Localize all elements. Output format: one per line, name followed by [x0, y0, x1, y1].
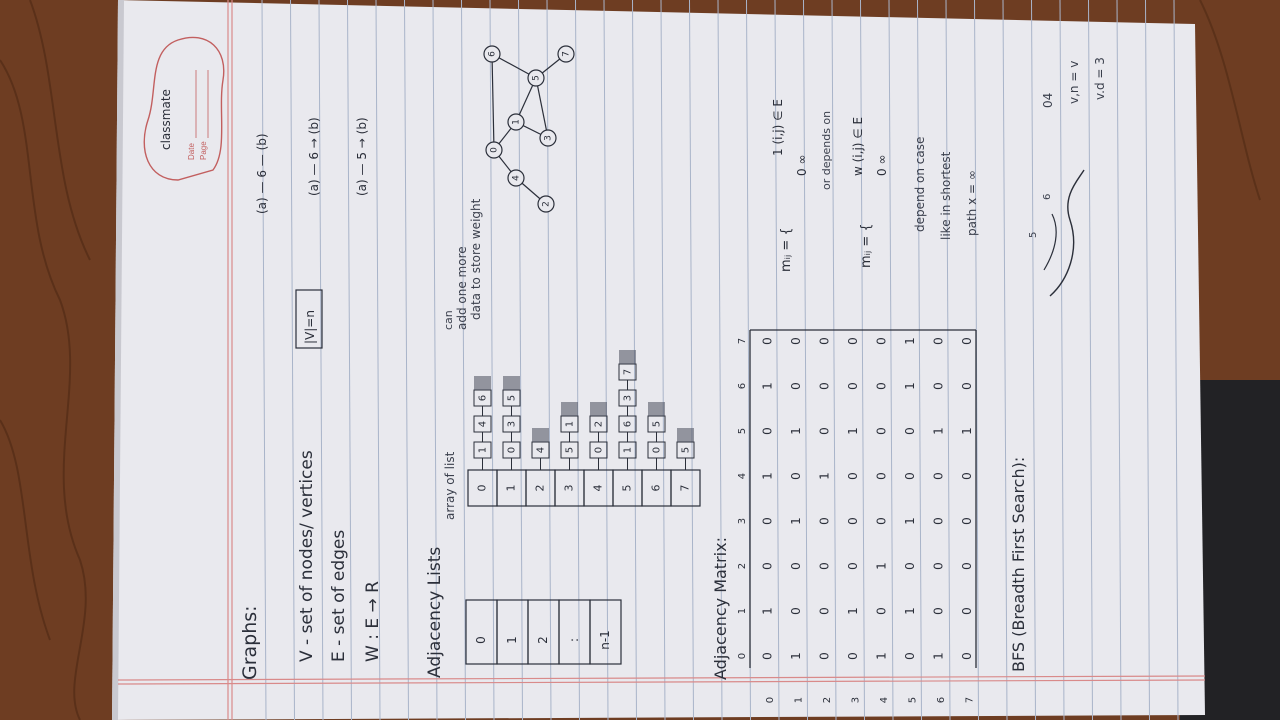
matrix-row-header: 0	[765, 696, 776, 704]
matrix-cell: 0	[789, 607, 803, 615]
matrix-cell: 1	[931, 652, 946, 660]
bfs-note-1: 04	[1041, 92, 1055, 108]
matrix-cell: 1	[760, 382, 775, 390]
graph-node-label: 5	[531, 75, 542, 81]
matrix-cell: 1	[903, 607, 917, 615]
formula-m2-top: w (i,j) ∈ E	[851, 116, 865, 176]
simple-array-label: :	[567, 637, 581, 643]
matrix-cell: 0	[789, 562, 803, 570]
matrix-cell: 1	[874, 562, 889, 570]
list-node-label: 5	[651, 420, 663, 428]
matrix-col-header: 7	[737, 337, 748, 345]
v-definition: V - set of nodes/ vertices	[297, 450, 317, 662]
matrix-row-header: 4	[879, 696, 890, 704]
formula-m1-bottom: 0 ∞	[795, 154, 809, 176]
matrix-cell: 0	[903, 427, 917, 435]
adjacency-matrix-title: Adjacency Matrix:	[711, 537, 730, 680]
matrix-cell: 1	[789, 427, 803, 435]
matrix-cell: 0	[846, 517, 860, 525]
edge-example-1: (a) — 6 — (b)	[255, 133, 269, 214]
list-node-label: 3	[506, 420, 518, 428]
note-add-one-more: add one more	[455, 246, 469, 330]
matrix-cell: 0	[874, 517, 889, 525]
matrix-col-header: 4	[737, 472, 748, 480]
matrix-cell: 0	[817, 517, 832, 525]
matrix-cell: 0	[846, 562, 860, 570]
matrix-cell: 0	[874, 472, 889, 480]
matrix-cell: 1	[903, 337, 917, 345]
matrix-col-header: 6	[737, 382, 748, 390]
matrix-cell: 0	[760, 337, 775, 345]
matrix-row-header: 5	[907, 696, 919, 704]
matrix-cell: 0	[760, 562, 775, 570]
list-null-terminator	[619, 350, 636, 364]
matrix-col-header: 2	[737, 562, 748, 570]
matrix-cell: 0	[760, 652, 775, 660]
matrix-row-header: 6	[936, 696, 947, 704]
matrix-cell: 1	[903, 382, 917, 390]
matrix-cell: 0	[960, 607, 974, 615]
formula-m1: mᵢⱼ = {	[779, 227, 794, 272]
matrix-cell: 1	[960, 427, 974, 435]
matrix-cell: 0	[874, 382, 889, 390]
array-index-label: 5	[620, 484, 634, 492]
list-node-label: 2	[593, 420, 605, 428]
graph-node-label: 3	[543, 135, 554, 141]
matrix-cell: 1	[760, 607, 775, 615]
simple-array-label: 1	[505, 636, 519, 644]
list-null-terminator	[532, 428, 549, 442]
array-index-label: 2	[533, 484, 547, 492]
list-node-label: 7	[622, 368, 634, 376]
bfs-arc-2: 6	[1042, 193, 1053, 200]
list-node-label: 1	[477, 446, 489, 454]
matrix-cell: 0	[760, 427, 775, 435]
matrix-cell: 0	[817, 337, 832, 345]
graphs-title: Graphs:	[239, 605, 261, 680]
graph-node-label: 7	[561, 51, 572, 57]
list-node-label: 0	[506, 446, 518, 454]
bfs-arc-1: 5	[1028, 231, 1039, 238]
matrix-row-header: 2	[822, 696, 833, 704]
list-node-label: 4	[477, 420, 489, 428]
simple-array-label: 0	[474, 636, 488, 644]
matrix-cell: 0	[817, 607, 832, 615]
formula-m2-bottom: 0 ∞	[875, 154, 889, 176]
matrix-cell: 1	[931, 427, 946, 435]
array-of-list-label: array of list	[443, 451, 457, 520]
list-node-label: 6	[477, 394, 489, 402]
formula-m1-top: 1 (i,j) ∈ E	[771, 99, 785, 156]
matrix-cell: 0	[903, 562, 917, 570]
array-index-label: 7	[678, 484, 692, 492]
list-node-label: 0	[651, 446, 663, 454]
formula-or-text: or depends on	[820, 110, 833, 190]
graph-node-label: 1	[511, 119, 522, 125]
list-null-terminator	[503, 376, 520, 390]
matrix-col-header: 3	[737, 517, 748, 525]
list-null-terminator	[474, 376, 491, 390]
matrix-cell: 0	[817, 382, 832, 390]
e-definition: E - set of edges	[329, 529, 349, 662]
matrix-cell: 0	[903, 652, 917, 660]
bfs-note-3: v.d = 3	[1093, 57, 1107, 100]
list-node-label: 5	[506, 394, 518, 402]
matrix-cell: 0	[846, 472, 860, 480]
matrix-cell: 0	[817, 427, 832, 435]
matrix-cell: 0	[874, 427, 889, 435]
matrix-cell: 0	[931, 337, 946, 345]
matrix-cell: 0	[931, 607, 946, 615]
matrix-cell: 0	[960, 382, 974, 390]
list-node-label: 5	[564, 446, 576, 454]
list-node-label: 1	[622, 446, 634, 454]
formula-note-3: path x = ∞	[965, 170, 979, 236]
array-index-label: 3	[562, 484, 576, 492]
matrix-cell: 0	[931, 517, 946, 525]
list-null-terminator	[561, 402, 578, 416]
v-count: |V|=n	[303, 310, 317, 344]
graph-node-label: 4	[511, 175, 522, 181]
matrix-cell: 0	[960, 562, 974, 570]
matrix-cell: 0	[874, 337, 889, 345]
simple-array-label: n-1	[598, 630, 612, 650]
matrix-cell: 0	[846, 652, 860, 660]
array-index-label: 4	[591, 484, 605, 492]
matrix-cell: 0	[960, 517, 974, 525]
list-node-label: 5	[680, 446, 692, 454]
matrix-cell: 0	[931, 472, 946, 480]
matrix-cell: 0	[931, 382, 946, 390]
list-node-label: 3	[622, 394, 634, 402]
matrix-cell: 0	[931, 562, 946, 570]
matrix-row-header: 3	[850, 696, 862, 704]
note-store-weight: data to store weight	[469, 198, 483, 320]
matrix-col-header: 0	[737, 652, 748, 660]
adjacency-lists-title: Adjacency Lists	[425, 546, 445, 678]
matrix-cell: 1	[817, 472, 832, 480]
matrix-cell: 0	[846, 382, 860, 390]
matrix-cell: 1	[846, 427, 860, 435]
matrix-cell: 0	[817, 562, 832, 570]
edge-example-2: (a) — 6 → (b)	[307, 117, 321, 196]
formula-note-1: depend on case	[913, 136, 927, 232]
matrix-cell: 0	[789, 337, 803, 345]
matrix-cell: 1	[789, 652, 803, 660]
matrix-cell: 1	[903, 517, 917, 525]
list-node-label: 4	[535, 446, 547, 454]
list-null-terminator	[648, 402, 665, 416]
bfs-title: BFS (Breadth First Search):	[1009, 456, 1028, 672]
brand-name: classmate	[159, 89, 173, 150]
graph-node-label: 2	[541, 201, 552, 207]
list-node-label: 0	[593, 446, 605, 454]
matrix-col-header: 1	[737, 607, 748, 615]
list-node-label: 1	[564, 420, 576, 428]
matrix-cell: 1	[846, 607, 860, 615]
formula-note-2: like in shortest	[939, 151, 953, 240]
list-node-label: 6	[622, 420, 634, 428]
matrix-cell: 1	[760, 472, 775, 480]
matrix-cell: 0	[760, 517, 775, 525]
array-index-label: 0	[475, 484, 489, 492]
matrix-cell: 1	[874, 652, 889, 660]
graph-node-label: 0	[489, 147, 500, 153]
matrix-cell: 0	[960, 337, 974, 345]
matrix-cell: 0	[960, 472, 974, 480]
simple-array-label: 2	[536, 636, 550, 644]
matrix-cell: 1	[789, 517, 803, 525]
date-label: Date	[187, 143, 196, 160]
list-null-terminator	[677, 428, 694, 442]
matrix-cell: 0	[789, 382, 803, 390]
matrix-row-header: 1	[793, 696, 805, 704]
array-index-label: 1	[504, 484, 518, 492]
edge-example-3: (a) — 5 → (b)	[355, 117, 369, 196]
matrix-col-header: 5	[737, 427, 748, 435]
matrix-cell: 0	[874, 607, 889, 615]
graph-node-label: 6	[487, 51, 498, 57]
matrix-row-header: 7	[964, 696, 976, 704]
matrix-cell: 0	[960, 652, 974, 660]
matrix-cell: 0	[846, 337, 860, 345]
formula-m2: mᵢⱼ = {	[859, 223, 874, 268]
page-label: Page	[199, 141, 208, 160]
note-can: can	[442, 310, 455, 330]
bfs-note-2: v,n = v	[1067, 60, 1081, 104]
matrix-cell: 0	[817, 652, 832, 660]
w-definition: W : E → R	[363, 581, 383, 662]
array-index-label: 6	[649, 484, 663, 492]
list-null-terminator	[590, 402, 607, 416]
matrix-cell: 0	[903, 472, 917, 480]
matrix-cell: 0	[789, 472, 803, 480]
